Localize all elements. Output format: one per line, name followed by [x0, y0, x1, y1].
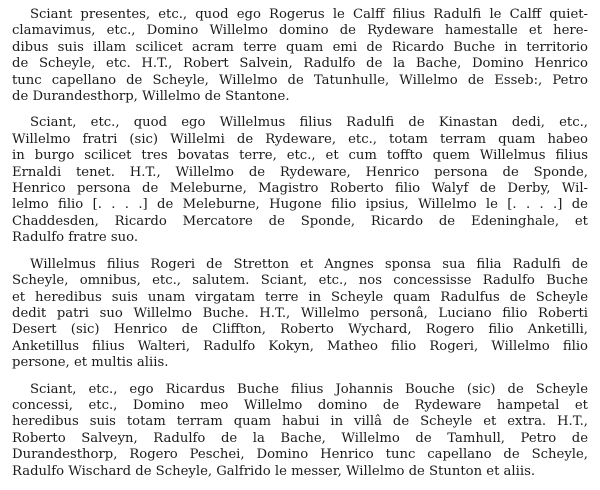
document-page — [12, 7, 588, 490]
text-line: Sciant, etc., quod ego Willelmus filius Radulfi de Kinastan dedi, etc., — [30, 115, 588, 131]
text-line: Anketillus filius Walteri, Radulfo Kokyn, Matheo filio Rogeri, Willelmo filio — [12, 338, 588, 354]
charter-paragraph-4 — [12, 382, 588, 480]
text-line: Ernaldi tenet. H.T., Willelmo de Rydeware, Henrico persona de Sponde, — [12, 164, 588, 180]
text-line: Radulfo fratre suo. — [12, 230, 139, 246]
text-line: clamavimus, etc., Domino Willelmo domino de Rydeware hamestalle et here- — [12, 23, 588, 39]
text-line: Sciant presentes, etc., quod ego Rogerus le Calff filius Radulfi le Calff quiet- — [30, 7, 588, 22]
text-line: dibus suis illam scilicet acram terre quam emi de Ricardo Buche in territorio — [12, 39, 588, 55]
text-line: de Durandesthorp, Willelmo de Stantone. — [12, 89, 290, 105]
charter-paragraph-3 — [12, 257, 588, 372]
text-line: Willelmus filius Rogeri de Stretton et Angnes sponsa sua filia Radulfi de — [30, 256, 588, 272]
text-line: concessi, etc., Domino meo Willelmo domino de Rydeware hampetal et — [12, 397, 588, 413]
text-line: Sciant, etc., ego Ricardus Buche filius Johannis Bouche (sic) de Scheyle — [30, 381, 588, 397]
text-line: Desert (sic) Henrico de Cliffton, Roberto Wychard, Rogero filio Anketilli, — [12, 322, 588, 338]
text-line: et heredibus suis unam virgatam terre in Scheyle quam Radulfus de Scheyle — [12, 289, 588, 305]
text-line: Scheyle, omnibus, etc., salutem. Sciant, etc., nos concessisse Radulfo Buche — [12, 273, 588, 289]
text-line: Chaddesden, Ricardo Mercatore de Sponde, Ricardo de Edeninghale, et — [12, 213, 588, 229]
text-line: tunc capellano de Scheyle, Willelmo de Tatunhulle, Willelmo de Esseb:, Petro — [12, 72, 588, 88]
charter-paragraph-2 — [12, 115, 588, 246]
text-line: heredibus suis totam terram quam habui in villâ de Scheyle et extra. H.T., — [12, 414, 588, 430]
text-line: Willelmo fratri (sic) Willelmi de Rydeware, etc., totam terram quam habeo — [12, 131, 588, 147]
text-line: lelmo filio [. . . .] de Meleburne, Hugone filio ipsius, Willelmo le [. . . .] de — [12, 197, 588, 213]
text-line: Radulfo Wischard de Scheyle, Galfrido le messer, Willelmo de Stunton et aliis. — [12, 463, 536, 479]
text-line: dedit patri suo Willelmo Buche. H.T., Willelmo personâ, Luciano filio Roberti — [12, 305, 588, 321]
charter-paragraph-1 — [12, 7, 588, 105]
text-line: Durandesthorp, Rogero Peschei, Domino Henrico tunc capellano de Scheyle, — [12, 447, 588, 463]
text-line: de Scheyle, etc. H.T., Robert Salvein, Radulfo de la Bache, Domino Henrico — [12, 56, 588, 72]
text-line: persone, et multis aliis. — [12, 355, 169, 371]
text-line: Henrico persona de Meleburne, Magistro Roberto filio Walyf de Derby, Wil- — [12, 181, 588, 197]
text-line: in burgo scilicet tres bovatas terre, etc., et cum toffto quem Willelmus filius — [12, 148, 588, 164]
text-line: Roberto Salveyn, Radulfo de la Bache, Willelmo de Tamhull, Petro de — [12, 430, 588, 446]
